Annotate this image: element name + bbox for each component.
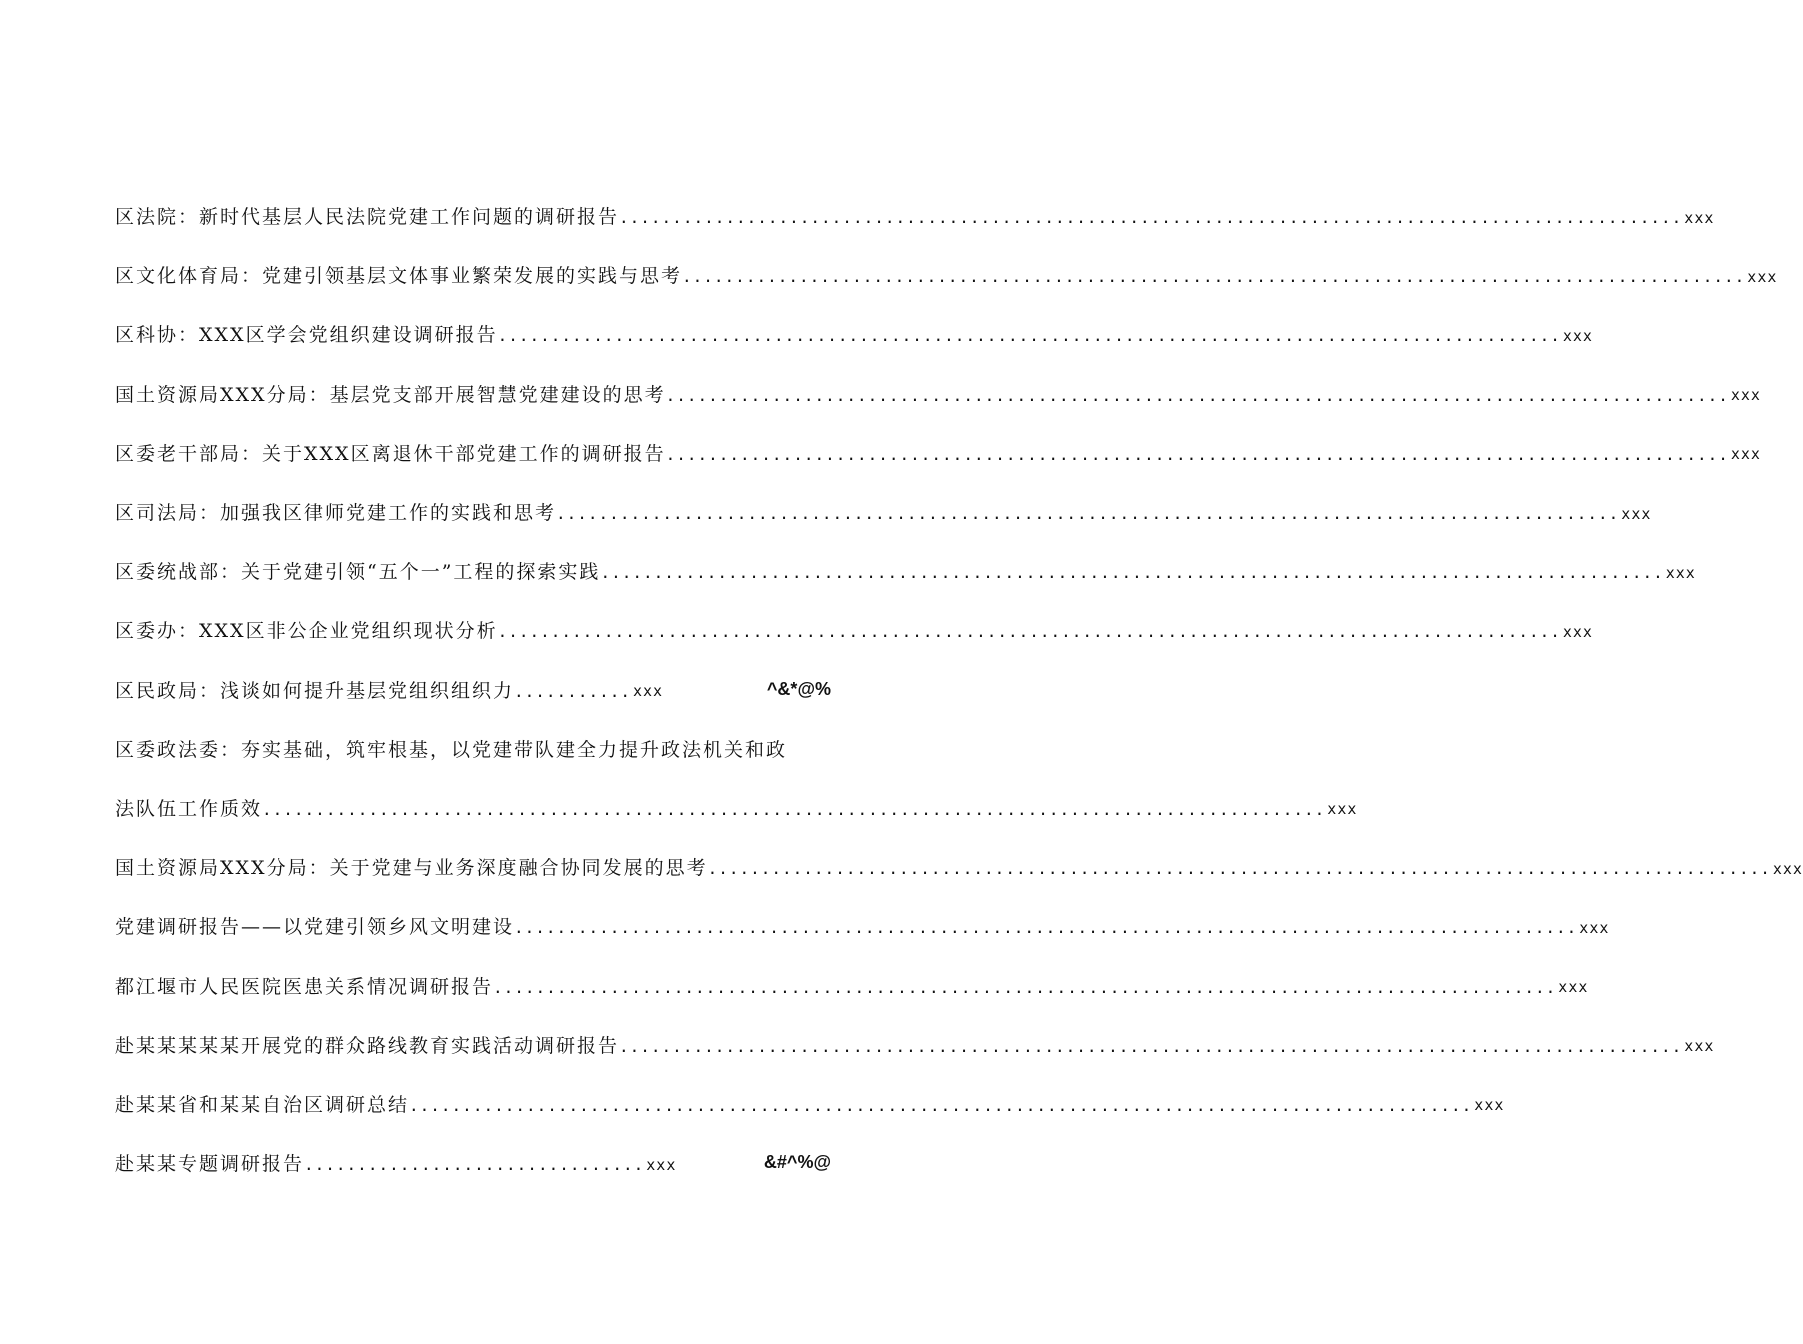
toc-entry[interactable] xyxy=(115,245,1778,304)
toc-dot-leader: .................................................................................................... xyxy=(497,326,1561,346)
toc-dot-leader: .................................................................................................... xyxy=(665,444,1729,464)
toc-entry[interactable] xyxy=(115,482,1652,541)
toc-entry-page: xxx xyxy=(1327,800,1358,819)
toc-dot-leader: .................................................................................................... xyxy=(619,1036,1683,1056)
toc-dot-leader: .................................................................................................... xyxy=(493,977,1557,997)
toc-entry-page: xxx xyxy=(1474,1096,1505,1115)
toc-entry-title: 党建调研报告——以党建引领乡风文明建设 xyxy=(115,916,515,939)
toc-entry-page: xxx xyxy=(1579,918,1610,937)
toc-entry[interactable] xyxy=(115,1015,1715,1074)
toc-entry-title: 国土资源局XXX分局：基层党支部开展智慧党建建设的思考 xyxy=(115,383,666,406)
toc-entry-title: 赴某某某某某开展党的群众路线教育实践活动调研报告 xyxy=(115,1034,620,1057)
toc-entry-page: xxx xyxy=(1562,326,1593,345)
toc-dot-leader: .................................................................................................... xyxy=(556,504,1620,524)
toc-entry[interactable] xyxy=(115,719,831,778)
toc-dot-leader: .................................................................................................... xyxy=(665,385,1729,405)
toc-dot-leader: .................................................................................................... xyxy=(497,622,1561,642)
toc-entry-page: xxx xyxy=(1730,386,1761,405)
toc-entry-title: 区司法局：加强我区律师党建工作的实践和思考 xyxy=(115,502,557,525)
toc-entry[interactable] xyxy=(115,186,1715,245)
toc-dot-leader: .................................................................................................... xyxy=(707,859,1771,879)
toc-entry[interactable] xyxy=(115,837,1803,896)
toc-dot-leader: .................................................................................................... xyxy=(514,918,1578,938)
toc-entry-title: 区法院：新时代基层人民法院党建工作问题的调研报告 xyxy=(115,206,620,229)
toc-entry-continued[interactable] xyxy=(115,778,1358,837)
toc-entry-page: xxx xyxy=(1747,267,1778,286)
toc-entry-page: xxx xyxy=(1684,1037,1715,1056)
toc-dot-leader: .................................................................................................... xyxy=(600,563,1664,583)
toc-entry-page: xxx xyxy=(1562,622,1593,641)
watermark-symbols: ^&*@% xyxy=(766,678,831,699)
toc-entry[interactable] xyxy=(115,600,1593,659)
toc-entry-title: 区民政局：浅谈如何提升基层党组织组织力 xyxy=(115,679,515,702)
toc-entry-title: 区委老干部局：关于XXX区离退休干部党建工作的调研报告 xyxy=(115,442,666,465)
toc-entry-title: 区文化体育局：党建引领基层文体事业繁荣发展的实践与思考 xyxy=(115,265,683,288)
toc-entry-title: 国土资源局XXX分局：关于党建与业务深度融合协同发展的思考 xyxy=(115,857,708,880)
toc-entry-title: 都江堰市人民医院医患关系情况调研报告 xyxy=(115,975,494,998)
table-of-contents xyxy=(115,186,1803,1192)
toc-entry-page: xxx xyxy=(1558,978,1589,997)
toc-dot-leader: ........... xyxy=(514,681,631,701)
toc-dot-leader: .................................................................................................... xyxy=(619,208,1683,228)
toc-entry-page: xxx xyxy=(1730,445,1761,464)
toc-dot-leader: .................................................................................................... xyxy=(262,799,1326,819)
toc-dot-leader: .................................................................................................... xyxy=(409,1095,1473,1115)
toc-entry-page: xxx xyxy=(646,1155,677,1174)
toc-entry-title: 区科协：XXX区学会党组织建设调研报告 xyxy=(115,324,498,347)
toc-entry[interactable] xyxy=(115,955,1589,1014)
toc-entry[interactable] xyxy=(115,1133,831,1192)
toc-dot-leader: ................................ xyxy=(304,1155,645,1175)
toc-entry[interactable] xyxy=(115,364,1761,423)
toc-entry[interactable] xyxy=(115,541,1696,600)
toc-entry-page: xxx xyxy=(1665,563,1696,582)
toc-entry-title: 赴某某专题调研报告 xyxy=(115,1153,305,1176)
watermark-symbols: &#^%@ xyxy=(763,1152,831,1173)
toc-entry-title: 赴某某省和某某自治区调研总结 xyxy=(115,1093,410,1116)
toc-dot-leader: .................................................................................................... xyxy=(682,267,1746,287)
toc-entry[interactable] xyxy=(115,896,1610,955)
toc-entry-page: xxx xyxy=(1772,859,1803,878)
toc-entry-title: 区委政法委：夯实基础，筑牢根基，以党建带队建全力提升政法机关和政 xyxy=(115,738,788,761)
toc-entry-title: 区委办：XXX区非公企业党组织现状分析 xyxy=(115,620,498,643)
toc-entry[interactable] xyxy=(115,304,1593,363)
toc-entry[interactable] xyxy=(115,660,831,719)
toc-entry-title: 区委统战部：关于党建引领“五个一”工程的探索实践 xyxy=(115,561,601,584)
toc-entry-page: xxx xyxy=(1684,208,1715,227)
toc-entry-page: xxx xyxy=(1621,504,1652,523)
toc-entry-page: xxx xyxy=(632,682,664,701)
toc-entry[interactable] xyxy=(115,1074,1505,1133)
toc-entry[interactable] xyxy=(115,423,1761,482)
toc-entry-title: 法队伍工作质效 xyxy=(115,797,263,820)
